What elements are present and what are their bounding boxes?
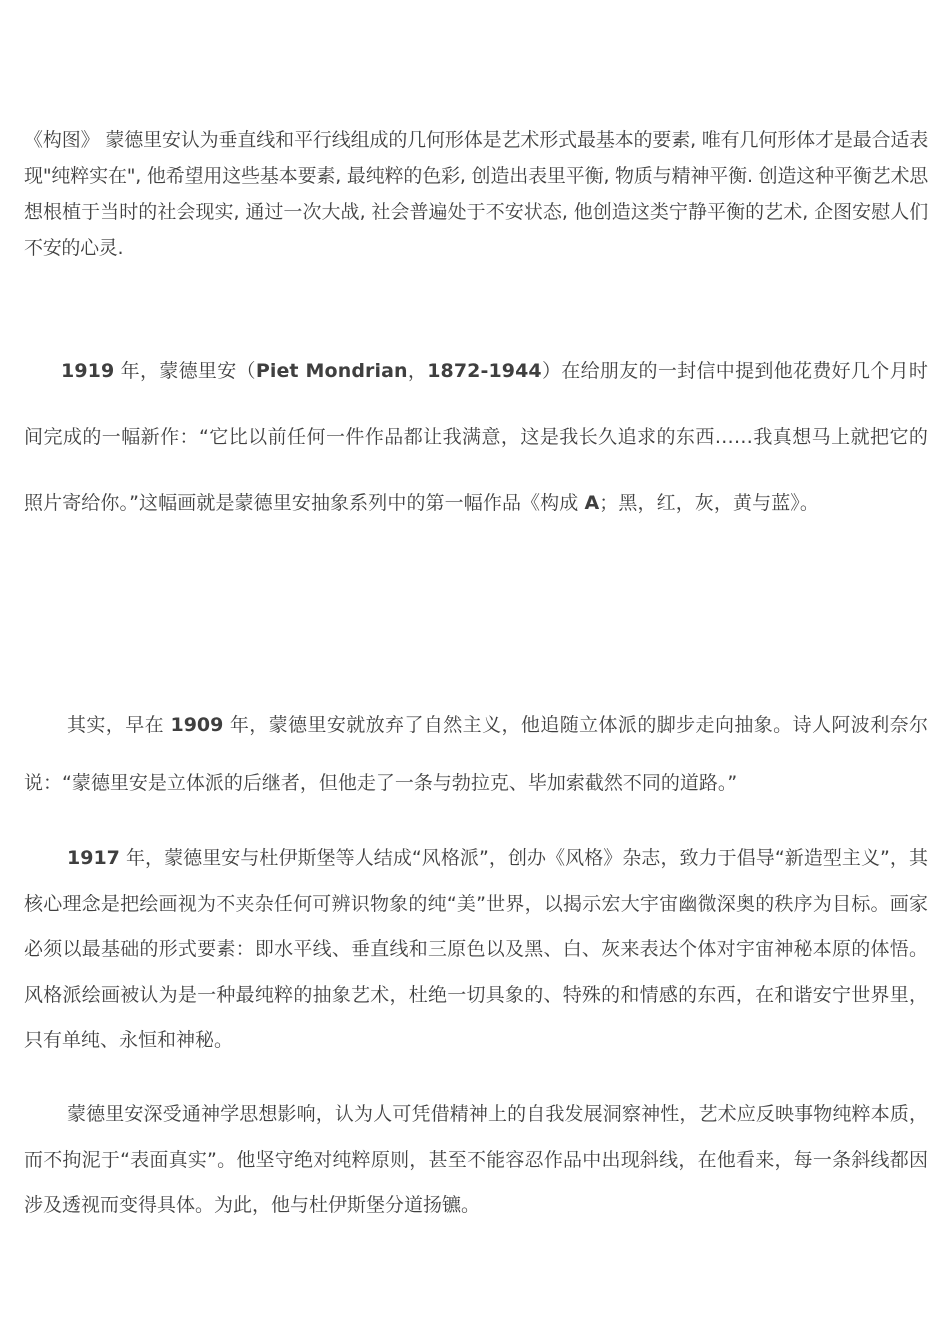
paragraph-1919-letter <box>24 338 928 536</box>
paragraph-composition <box>24 122 928 266</box>
paragraph-text: 《构图》 蒙德里安认为垂直线和平行线组成的几何形体是艺术形式最基本的要素, 唯有几何形体才是最合适表现"纯粹实在", 他希望用这些基本要素, 最纯粹的色彩, 创造出表里平衡, 物质与精神平衡. 创造这种平衡艺术思想根植于当时的社会现实, 通过一次大战, 社会普遍处于不安状态, 他创造这类宁静平衡的艺术, 企图安慰人们不安的心灵. <box>24 129 928 259</box>
paragraph-1917-de-stijl <box>24 836 928 1064</box>
paragraph-text: ）在给朋友的一封信中提到他花费好几个月时间完成的一幅新作：“它比以前任何一件作品都让我满意，这是我长久追求的东西……我真想马上就把它的照片寄给你。”这幅画就是蒙德里安抽象系列中的第一幅作品《构成 <box>24 360 928 514</box>
paragraph-1909-abstraction <box>24 696 928 812</box>
work-letter-a: A <box>584 492 600 514</box>
paragraph-text: 年，蒙德里安与杜伊斯堡等人结成“风格派”，创办《风格》杂志，致力于倡导“新造型主义”，其核心理念是把绘画视为不夹杂任何可辨识物象的纯“美”世界，以揭示宏大宇宙幽微深奥的秩序为目标。画家必须以最基础的形式要素：即水平线、垂直线和三原色以及黑、白、灰来表达个体对宇宙神秘本原的体悟。风格派绘画被认为是一种最纯粹的抽象艺术，杜绝一切具象的、特殊的和情感的东西，在和谐安宁世界里，只有单纯、永恒和神秘。 <box>24 847 928 1051</box>
paragraph-text: 其实，早在 <box>67 714 171 736</box>
paragraph-text: 年，蒙德里安就放弃了自然主义，他追随立体派的脚步走向抽象。诗人阿波利奈尔说：“蒙德里安是立体派的后继者，但他走了一条与勃拉克、毕加索截然不同的道路。” <box>24 714 929 794</box>
paragraph-text: ， <box>407 360 428 382</box>
year-1909: 1909 <box>170 714 224 736</box>
artist-name-latin: Piet Mondrian <box>255 360 408 382</box>
paragraph-theosophy <box>24 1092 928 1229</box>
year-1917: 1917 <box>67 847 120 869</box>
paragraph-text: 蒙德里安深受通神学思想影响，认为人可凭借精神上的自我发展洞察神性，艺术应反映事物纯粹本质，而不拘泥于“表面真实”。他坚守绝对纯粹原则，甚至不能容忍作品中出现斜线，在他看来，每一条斜线都因涉及透视而变得具体。为此，他与杜伊斯堡分道扬镳。 <box>24 1103 928 1216</box>
paragraph-text: ；黑，红，灰，黄与蓝》。 <box>599 492 819 514</box>
year-1919: 1919 <box>61 360 115 382</box>
artist-lifespan: 1872-1944 <box>427 360 542 382</box>
paragraph-text: 年，蒙德里安（ <box>114 360 256 382</box>
